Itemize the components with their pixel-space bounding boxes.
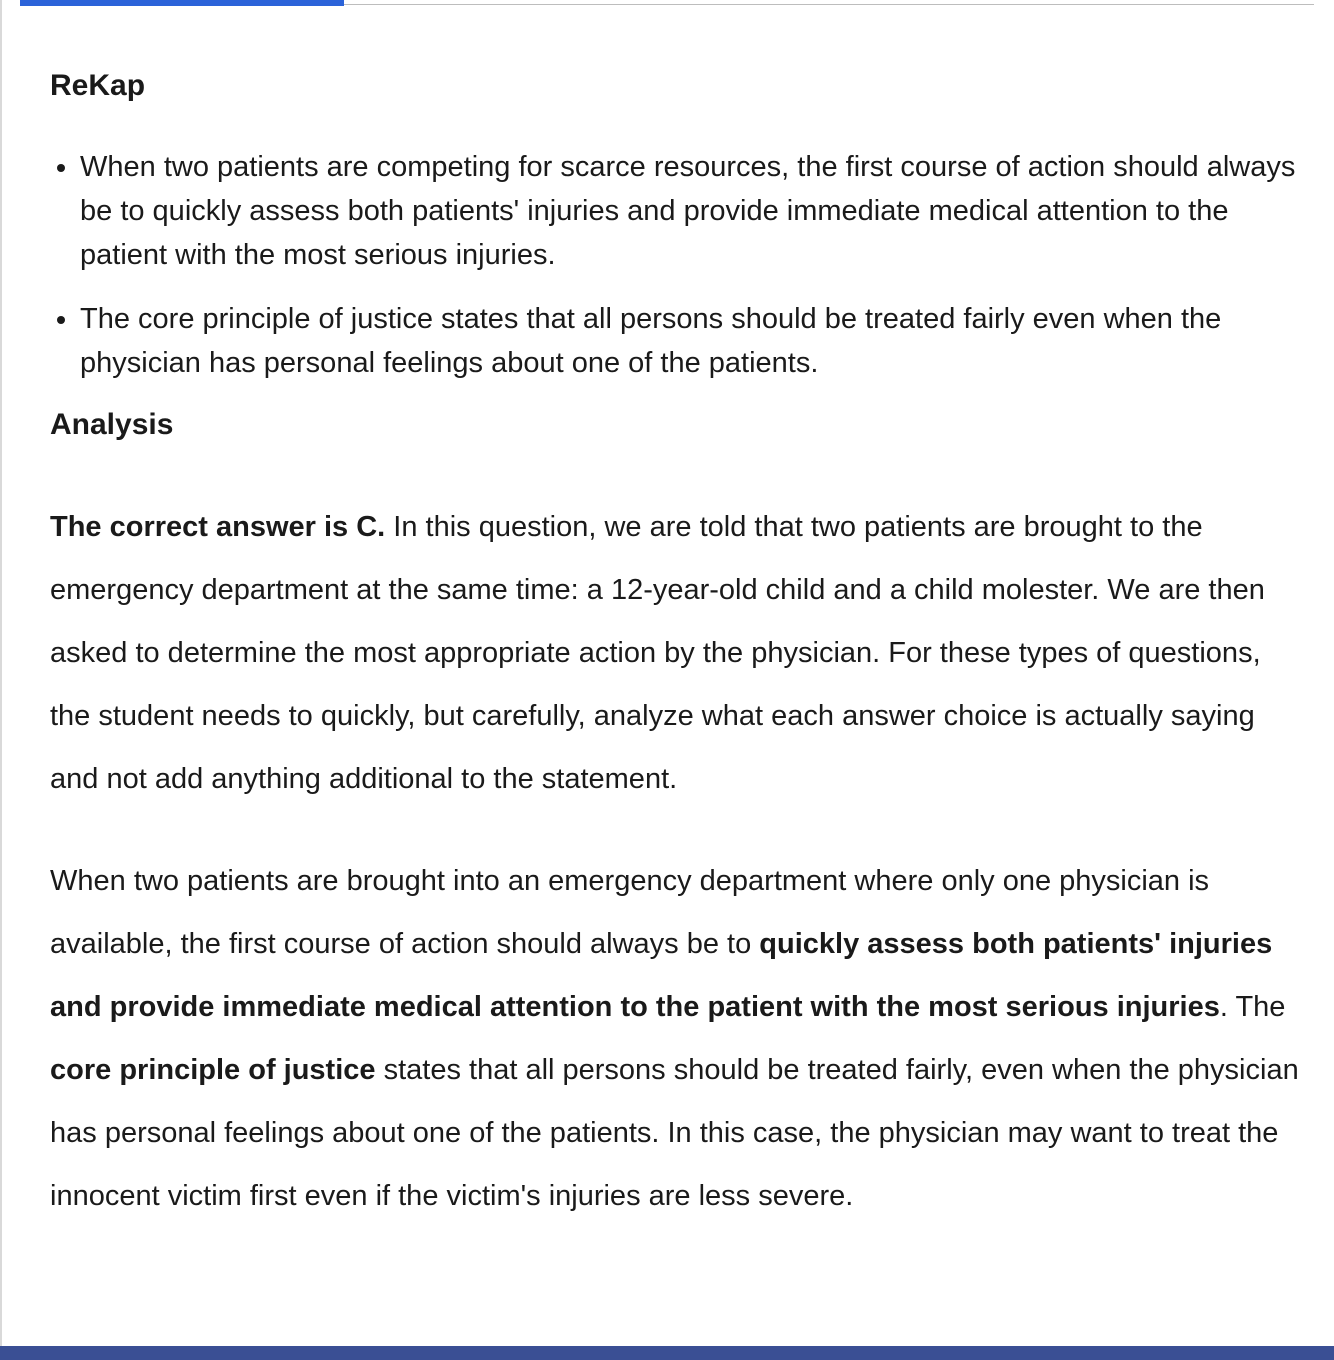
rekap-list [50,145,1300,385]
correct-answer-statement: The correct answer is C. [50,511,386,543]
rekap-bullet: • When two patients are competing for scarce resources, the first course of action should always be to quickly assess both patients' injuries and provide immediate medical attention to the patient with the most serious injuries. [80,145,1300,277]
justice-principle-highlight: core principle of justice [50,1054,376,1086]
analysis-paragraph-2 [50,850,1300,1228]
explanation-content [50,66,1300,1228]
analysis-paragraph-2-text-b: . The [1219,991,1286,1023]
analysis-paragraph-1-text: In this question, we are told that two patients are brought to the emergency department at the same time: a 12-year-old child and a child molester. We are then asked to determine the most appropriate action by the physician. For these types of questions, the student needs to quickly, but carefully, analyze what each answer choice is actually saying and not add anything additional to the statement. [50,511,1265,795]
key-action-highlight: quickly assess both patients' injuries and provide immediate medical attention to the patient with the most serious injuries [50,928,1273,1023]
rekap-bullet: • The core principle of justice states that all persons should be treated fairly even when the physician has personal feelings about one of the patients. [80,297,1300,385]
analysis-paragraph-2-text-a: When two patients are brought into an emergency department where only one physician is available, the first course of action should always be to [50,865,1210,960]
progress-bar-fill [20,0,344,6]
page-left-border [0,0,2,1346]
rekap-heading: ReKap [50,69,146,102]
analysis-paragraph-1 [50,496,1300,811]
footer-bar [0,1346,1334,1360]
analysis-heading: Analysis [50,408,174,441]
analysis-paragraph-2-text-c: states that all persons should be treated fairly, even when the physician has personal feelings about one of the patients. In this case, the physician may want to treat the innocent victim first even if the victim's injuries are less severe. [50,1054,1299,1212]
